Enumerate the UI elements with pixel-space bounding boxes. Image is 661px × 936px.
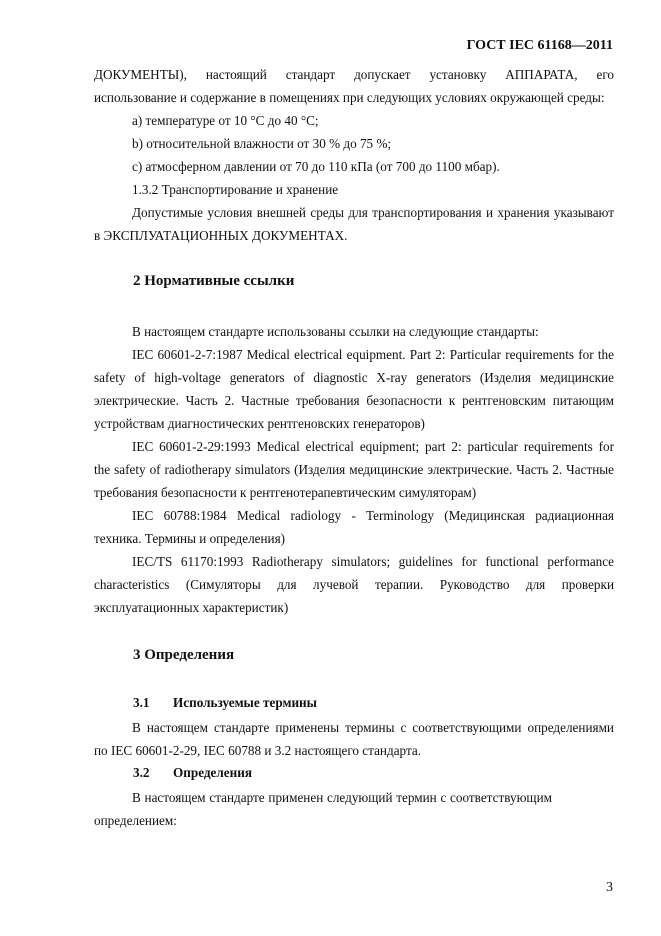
list-item: b) относительной влажности от 30 % до 75 %;: [132, 136, 392, 151]
transport-paragraph: [94, 201, 614, 247]
reference-line: safety of high-voltage generators of diagnostic X-ray generators (Изделия медицинские: [94, 370, 614, 385]
intro-paragraph: [94, 63, 614, 109]
section-3-heading: 3 Определения: [133, 647, 235, 663]
text-line: В настоящем стандарте применен следующий термин с соответствующим: [132, 790, 552, 805]
text-line: использование и содержание в помещениях при следующих условиях окружающей среды:: [94, 90, 605, 105]
document-id-header: ГОСТ IEC 61168—2011: [466, 38, 613, 53]
reference-line: characteristics (Симуляторы для лучевой терапии. Руководство для проверки: [94, 577, 614, 592]
reference-line: требования безопасности к рентгенотерапевтическим симуляторам): [94, 485, 477, 500]
reference-line: IEC 60601-2-29:1993 Medical electrical equipment; part 2: particular requirements for: [132, 439, 614, 454]
subsection-title: Определения: [173, 765, 252, 780]
page-number: 3: [606, 880, 613, 895]
list-item: c) атмосферном давлении от 70 до 110 кПа (от 700 до 1100 мбар).: [132, 159, 500, 174]
text-line: определением:: [94, 813, 177, 828]
reference-line: IEC 60601-2-7:1987 Medical electrical equipment. Part 2: Particular requirements for the: [132, 347, 614, 362]
reference-line: IEC/TS 61170:1993 Radiotherapy simulators; guidelines for functional performance: [132, 554, 614, 569]
text-line: Допустимые условия внешней среды для транспортирования и хранения указывают: [132, 205, 614, 220]
subsection-number: 3.2: [133, 765, 150, 780]
subsection-3-1-body: [94, 716, 614, 762]
subsection-number: 3.1: [133, 695, 150, 710]
section-2-heading: 2 Нормативные ссылки: [133, 273, 295, 289]
reference-line: the safety of radiotherapy simulators (Изделия медицинские электрические. Часть 2. Частные: [94, 462, 614, 477]
text-line: по IEC 60601-2-29, IEC 60788 и 3.2 настоящего стандарта.: [94, 743, 422, 758]
list-item: a) температуре от 10 °С до 40 °С;: [132, 113, 319, 128]
text-line: ДОКУМЕНТЫ), настоящий стандарт допускает установку АППАРАТА, его: [94, 67, 614, 82]
reference-line: электрические. Часть 2. Частные требования безопасности к рентгеновским питающим: [94, 393, 614, 408]
text-line: В настоящем стандарте применены термины с соответствующими определениями: [132, 720, 614, 735]
clause-title: 1.3.2 Транспортирование и хранение: [132, 182, 339, 197]
reference-line: IEC 60788:1984 Medical radiology - Terminology (Медицинская радиационная: [132, 508, 614, 523]
reference-line: устройствам диагностических рентгеновских генераторов): [94, 416, 425, 431]
conditions-list: [94, 109, 652, 201]
section-2-body: [94, 320, 614, 619]
text-line: В настоящем стандарте использованы ссылки на следующие стандарты:: [132, 324, 539, 339]
subsection-3-2-title: [133, 765, 252, 781]
subsection-3-1-title: [133, 695, 317, 711]
reference-line: эксплуатационных характеристик): [94, 600, 289, 615]
subsection-title: Используемые термины: [173, 695, 317, 710]
text-line: в ЭКСПЛУАТАЦИОННЫХ ДОКУМЕНТАХ.: [94, 228, 348, 243]
reference-line: техника. Термины и определения): [94, 531, 286, 546]
subsection-3-2-body: [94, 786, 614, 832]
